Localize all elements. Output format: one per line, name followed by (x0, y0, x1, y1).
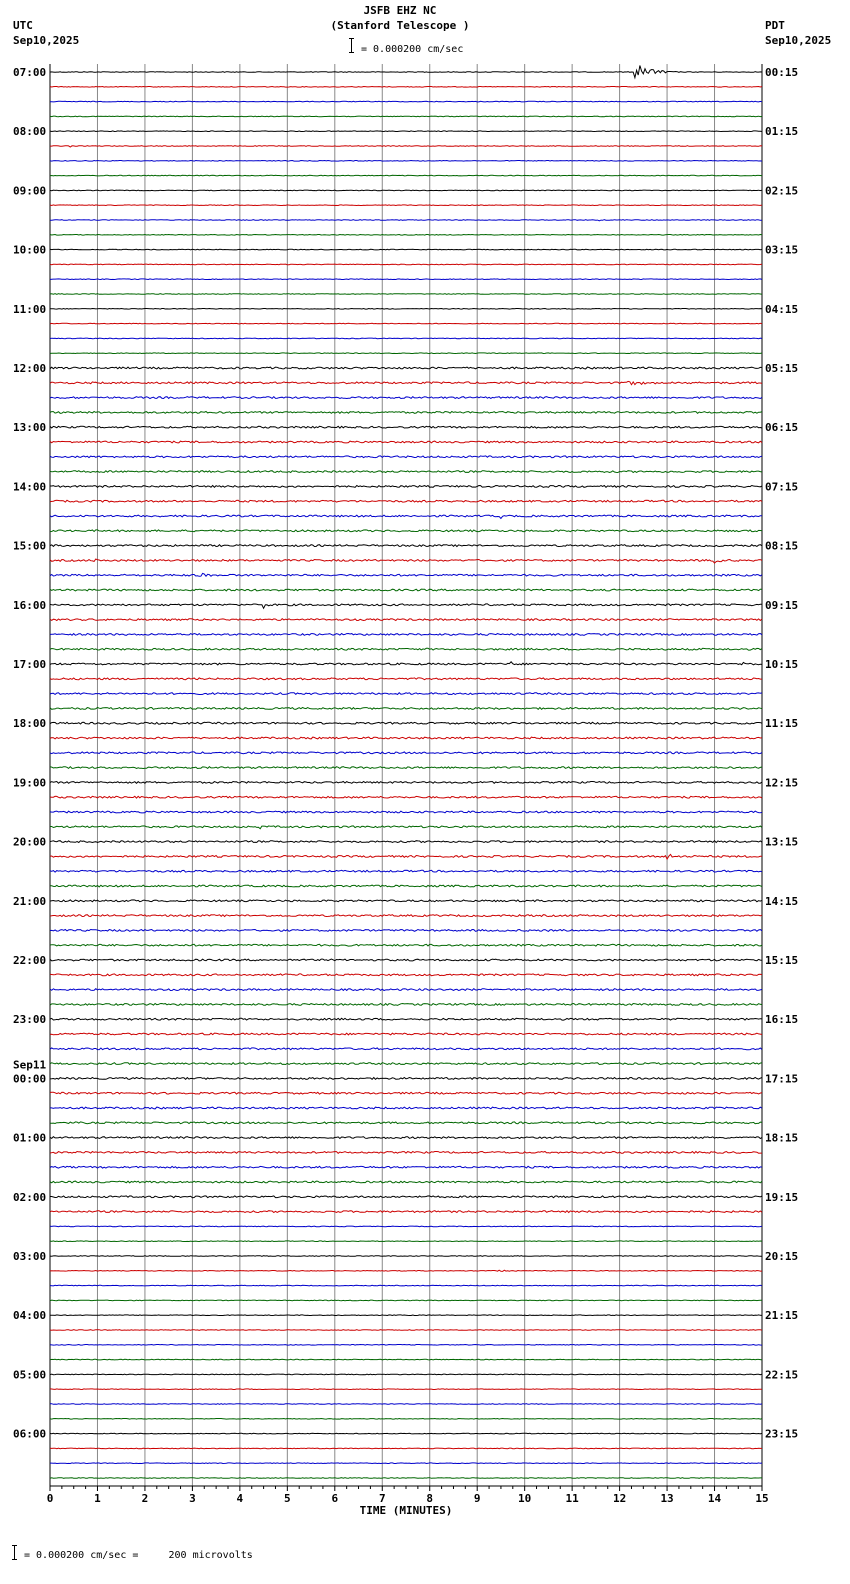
trace-16 (50, 309, 762, 310)
trace-61 (50, 974, 762, 976)
pdt-hour-label: 06:15 (765, 421, 799, 435)
trace-53 (50, 854, 762, 859)
trace-24 (50, 426, 762, 428)
trace-90 (50, 1404, 762, 1405)
x-tick-label: 5 (284, 1492, 291, 1505)
x-tick-label: 4 (236, 1492, 244, 1505)
pdt-hour-label: 00:15 (765, 66, 799, 79)
x-tick-label: 13 (660, 1492, 674, 1505)
x-tick-label: 14 (707, 1492, 722, 1505)
x-tick-label: 2 (141, 1492, 149, 1505)
x-tick-label: 9 (473, 1492, 481, 1505)
utc-hour-label: 21:00 (13, 894, 47, 908)
trace-4 (50, 131, 762, 132)
trace-14 (50, 279, 762, 280)
trace-20 (50, 367, 762, 369)
pdt-hour-label: 11:15 (765, 717, 799, 731)
trace-64 (50, 1018, 762, 1020)
utc-hour-label: 09:00 (13, 184, 47, 198)
trace-6 (50, 161, 762, 162)
trace-85 (50, 1330, 762, 1331)
utc-hour-label: 02:00 (13, 1190, 47, 1204)
grid-lines (50, 64, 762, 1486)
utc-hour-label: 20:00 (13, 835, 47, 849)
trace-40 (50, 662, 762, 665)
scale-label: = 0.000200 cm/sec (361, 44, 464, 55)
trace-43 (50, 708, 762, 710)
trace-21 (50, 381, 762, 384)
x-tick-label: 12 (612, 1492, 627, 1505)
trace-93 (50, 1448, 762, 1449)
trace-80 (50, 1256, 762, 1257)
pdt-hour-label: 02:15 (765, 184, 799, 198)
trace-51 (50, 826, 762, 829)
trace-39 (50, 648, 762, 650)
trace-69 (50, 1092, 762, 1094)
utc-hour-label: 23:00 (13, 1013, 47, 1027)
pdt-hour-label: 14:15 (765, 894, 799, 908)
trace-52 (50, 841, 762, 843)
trace-50 (50, 811, 762, 813)
trace-88 (50, 1374, 762, 1375)
trace-86 (50, 1345, 762, 1346)
trace-54 (50, 870, 762, 872)
utc-hour-label: 01:00 (13, 1131, 47, 1145)
trace-46 (50, 752, 762, 754)
trace-65 (50, 1033, 762, 1035)
x-tick-label: 7 (378, 1492, 386, 1505)
trace-36 (50, 604, 762, 608)
trace-27 (50, 471, 762, 473)
trace-89 (50, 1389, 762, 1390)
trace-42 (50, 693, 762, 695)
pdt-hour-label: 10:15 (765, 658, 799, 671)
trace-70 (50, 1107, 762, 1109)
trace-78 (50, 1226, 762, 1227)
utc-hour-label: 18:00 (13, 717, 47, 731)
pdt-hour-label: 23:15 (765, 1427, 799, 1441)
date-change-label: Sep11 (13, 1058, 47, 1072)
trace-19 (50, 353, 762, 354)
pdt-hour-label: 04:15 (765, 302, 799, 316)
trace-29 (50, 500, 762, 502)
trace-26 (50, 456, 762, 458)
trace-92 (50, 1433, 762, 1434)
trace-32 (50, 545, 762, 547)
trace-48 (50, 782, 762, 784)
x-tick-label: 15 (755, 1492, 769, 1505)
trace-73 (50, 1152, 762, 1154)
pdt-hour-label: 01:15 (765, 125, 799, 139)
trace-83 (50, 1300, 762, 1301)
utc-hour-label: 03:00 (13, 1250, 47, 1263)
pdt-hour-label: 20:15 (765, 1250, 799, 1263)
header-subtitle: (Stanford Telescope ) (330, 19, 470, 32)
trace-67 (50, 1063, 762, 1065)
utc-hour-label: 08:00 (13, 125, 47, 139)
utc-hour-label: 22:00 (13, 954, 47, 967)
trace-59 (50, 944, 762, 946)
footer-scale-note: = 0.000200 cm/sec = 200 microvolts (24, 1550, 253, 1561)
x-tick-label: 6 (331, 1492, 339, 1505)
trace-31 (50, 530, 762, 532)
utc-hour-label: 11:00 (13, 302, 47, 316)
trace-33 (50, 559, 762, 563)
trace-2 (50, 101, 762, 102)
trace-62 (50, 989, 762, 991)
x-tick-label: 3 (189, 1492, 196, 1505)
trace-37 (50, 619, 762, 621)
trace-25 (50, 441, 762, 443)
trace-11 (50, 235, 762, 236)
x-tick-label: 1 (94, 1492, 101, 1505)
trace-91 (50, 1419, 762, 1420)
pdt-hour-label: 16:15 (765, 1013, 799, 1027)
trace-63 (50, 1004, 762, 1006)
pdt-hour-label: 17:15 (765, 1072, 799, 1086)
utc-hour-label: 06:00 (13, 1427, 47, 1441)
pdt-hour-label: 05:15 (765, 362, 799, 375)
axis-labels (13, 66, 798, 1517)
pdt-hour-label: 03:15 (765, 243, 799, 257)
trace-76 (50, 1196, 762, 1198)
trace-35 (50, 589, 762, 591)
utc-hour-label: 00:00 (13, 1072, 47, 1086)
utc-hour-label: 12:00 (13, 362, 47, 375)
utc-hour-label: 05:00 (13, 1368, 47, 1382)
trace-34 (50, 573, 762, 576)
pdt-hour-label: 09:15 (765, 598, 799, 612)
trace-56 (50, 900, 762, 902)
trace-95 (50, 1478, 762, 1479)
trace-13 (50, 264, 762, 265)
pdt-hour-label: 21:15 (765, 1309, 799, 1323)
trace-23 (50, 412, 762, 414)
x-tick-label: 8 (426, 1492, 434, 1505)
trace-82 (50, 1285, 762, 1286)
trace-74 (50, 1166, 762, 1168)
trace-41 (50, 678, 762, 680)
pdt-hour-label: 18:15 (765, 1131, 799, 1145)
trace-94 (50, 1463, 762, 1464)
trace-47 (50, 767, 762, 769)
trace-9 (50, 205, 762, 206)
pdt-hour-label: 12:15 (765, 776, 799, 790)
trace-1 (50, 87, 762, 88)
utc-hour-label: 17:00 (13, 658, 47, 671)
pdt-hour-label: 07:15 (765, 480, 799, 494)
utc-hour-label: 14:00 (13, 480, 47, 494)
pdt-hour-label: 08:15 (765, 539, 799, 553)
trace-68 (50, 1078, 762, 1080)
trace-81 (50, 1270, 762, 1271)
trace-75 (50, 1181, 762, 1183)
utc-hour-label: 15:00 (13, 539, 47, 553)
footer-scale-icon (14, 1545, 15, 1560)
trace-30 (50, 515, 762, 518)
trace-60 (50, 959, 762, 961)
trace-5 (50, 146, 762, 147)
trace-17 (50, 323, 762, 324)
trace-87 (50, 1359, 762, 1360)
trace-84 (50, 1315, 762, 1316)
pdt-hour-label: 22:15 (765, 1368, 799, 1382)
trace-group (50, 66, 762, 1479)
trace-71 (50, 1122, 762, 1124)
utc-hour-label: 19:00 (13, 776, 47, 790)
left-date: Sep10,2025 (13, 34, 80, 47)
x-axis-label: TIME (MINUTES) (359, 1504, 453, 1517)
trace-66 (50, 1048, 762, 1050)
trace-28 (50, 486, 762, 488)
trace-12 (50, 249, 762, 250)
trace-57 (50, 915, 762, 917)
trace-44 (50, 722, 762, 724)
trace-3 (50, 116, 762, 117)
trace-77 (50, 1211, 762, 1213)
trace-79 (50, 1241, 762, 1242)
trace-10 (50, 220, 762, 221)
trace-72 (50, 1137, 762, 1139)
trace-0 (50, 66, 762, 78)
utc-hour-label: 16:00 (13, 598, 47, 612)
trace-45 (50, 737, 762, 739)
trace-18 (50, 338, 762, 339)
trace-38 (50, 634, 762, 636)
trace-55 (50, 885, 762, 887)
left-timezone: UTC (13, 19, 33, 32)
x-tick-label: 11 (565, 1492, 579, 1505)
utc-hour-label: 07:00 (13, 66, 47, 79)
right-timezone: PDT (765, 19, 785, 32)
trace-7 (50, 175, 762, 176)
utc-hour-label: 04:00 (13, 1309, 47, 1323)
pdt-hour-label: 15:15 (765, 954, 799, 967)
pdt-hour-label: 13:15 (765, 835, 799, 849)
x-tick-label: 0 (46, 1492, 54, 1505)
utc-hour-label: 10:00 (13, 243, 47, 257)
trace-15 (50, 294, 762, 295)
right-date: Sep10,2025 (765, 34, 832, 47)
header-title: JSFB EHZ NC (363, 4, 437, 17)
trace-8 (50, 190, 762, 191)
trace-49 (50, 796, 762, 798)
utc-hour-label: 13:00 (13, 421, 47, 435)
trace-22 (50, 397, 762, 399)
x-tick-label: 10 (518, 1492, 532, 1505)
pdt-hour-label: 19:15 (765, 1190, 799, 1204)
trace-58 (50, 930, 762, 932)
